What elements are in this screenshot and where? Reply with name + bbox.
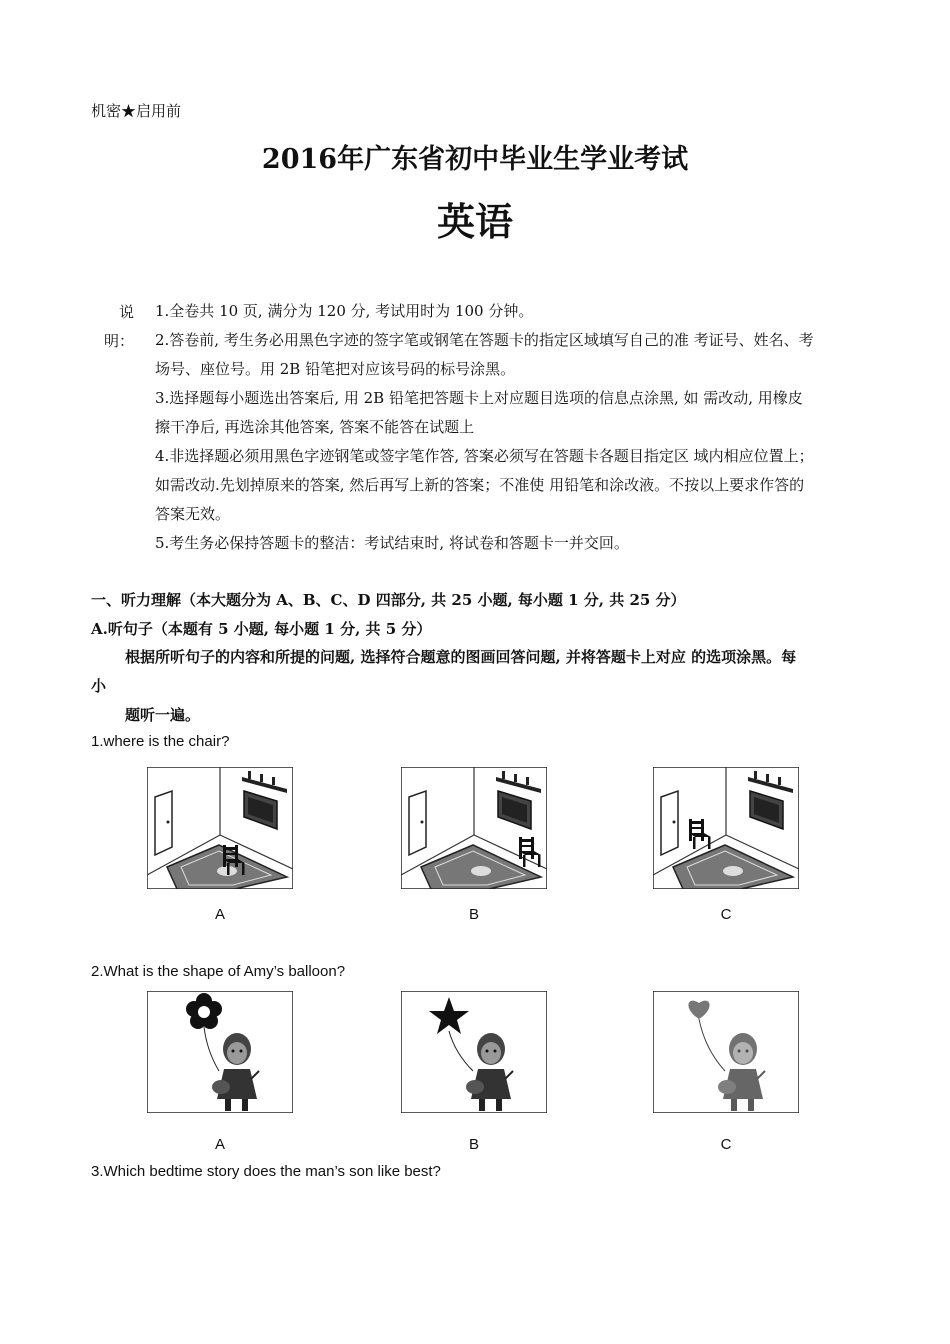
part-a-heading: A.听句子（本题有 5 小题, 每小题 1 分, 共 5 分） xyxy=(91,620,432,638)
instructions-list xyxy=(155,297,890,558)
instruction-line: 如需改动.先划掉原来的答案, 然后再写上新的答案；不准使 用铅笔和涂改液。不按以上要求作答的 xyxy=(155,476,805,494)
directions-text xyxy=(91,643,871,730)
room-chair-by-door-icon xyxy=(653,767,799,889)
instructions-label-top: 说 xyxy=(119,303,135,321)
instructions-label-bottom: 明： xyxy=(104,332,135,350)
instruction-line: 擦干净后, 再选涂其他答案, 答案不能答在试题上 xyxy=(155,418,475,436)
instruction-line: 2.答卷前, 考生务必用黑色字迹的签字笔或钢笔在答题卡的指定区域填写自己的准 考证号、姓名、考 xyxy=(155,331,814,349)
section-heading: 一、听力理解（本大题分为 A、B、C、D 四部分, 共 25 小题, 每小题 1 分, 共 25 分） xyxy=(91,591,686,609)
directions-line: 根据所听句子的内容和所提的问题, 选择符合题意的图画回答问题, 并将答题卡上对应 的选项涂黑。每 xyxy=(125,648,797,666)
question-1: 1.where is the chair? xyxy=(91,733,230,750)
star-balloon-girl-icon xyxy=(401,991,547,1113)
instruction-line: 4.非选择题必须用黑色字迹钢笔或签字笔作答, 答案必须写在答题卡各题目指定区 域内相应位置上； xyxy=(155,447,814,465)
question-3: 3.Which bedtime story does the man’s son like best? xyxy=(91,1163,441,1180)
option-label-b: B xyxy=(468,1136,479,1153)
instruction-line: 答案无效。 xyxy=(155,505,231,523)
option-label-a: A xyxy=(214,906,225,923)
subject-title: 英语 xyxy=(436,199,513,244)
room-chair-on-rug-icon xyxy=(147,767,293,889)
instruction-line: 5.考生务必保持答题卡的整洁：考试结束时, 将试卷和答题卡一并交回。 xyxy=(155,534,629,552)
instruction-line: 场号、座位号。用 2B 铅笔把对应该号码的标号涂黑。 xyxy=(155,360,516,378)
option-label-c: C xyxy=(720,906,732,923)
directions-line: 题听一遍。 xyxy=(125,706,201,724)
flower-balloon-girl-icon xyxy=(147,991,293,1113)
option-label-a: A xyxy=(214,1136,225,1153)
question-2: 2.What is the shape of Amy’s balloon? xyxy=(91,963,346,980)
directions-line: 小 xyxy=(91,677,107,695)
instruction-line: 3.选择题每小题选出答案后, 用 2B 铅笔把答题卡上对应题目选项的信息点涂黑, 如 需改动, 用橡皮 xyxy=(155,389,803,407)
exam-title: 2016年广东省初中毕业生学业考试 xyxy=(261,144,689,175)
option-label-b: B xyxy=(468,906,479,923)
heart-balloon-girl-icon xyxy=(653,991,799,1113)
option-label-c: C xyxy=(720,1136,732,1153)
room-chair-corner-icon xyxy=(401,767,547,889)
confidential-mark: 机密★启用前 xyxy=(91,102,182,120)
instruction-line: 1.全卷共 10 页, 满分为 120 分, 考试用时为 100 分钟。 xyxy=(155,302,534,320)
